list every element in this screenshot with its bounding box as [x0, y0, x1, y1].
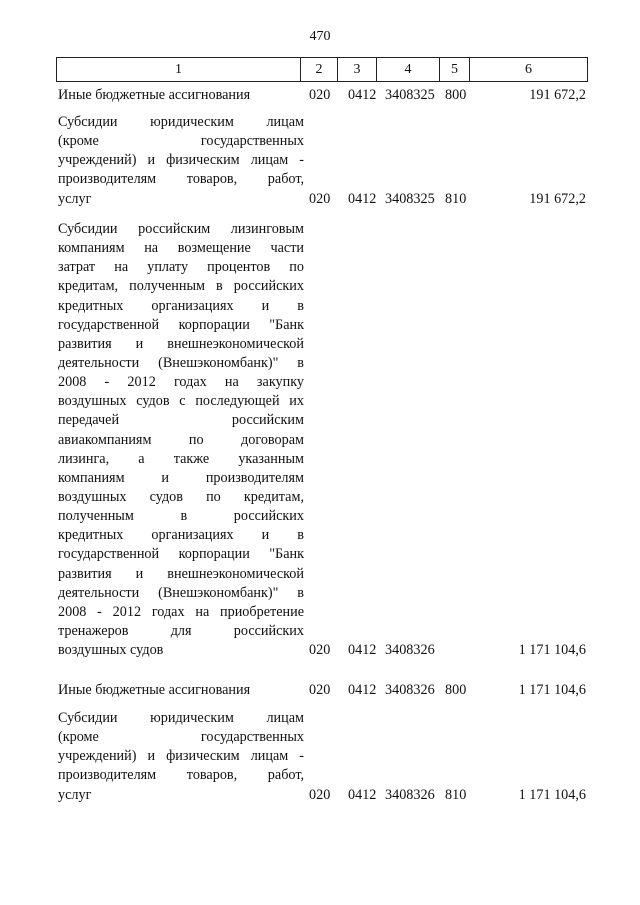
column-header-row [57, 58, 588, 82]
row-description [58, 86, 304, 105]
target-article-code: 3408326 [385, 786, 435, 803]
expense-type-code: 810 [445, 190, 467, 207]
section-code: 0412 [348, 87, 377, 103]
section-code: 0412 [348, 682, 377, 698]
description-line: воздушных судов [58, 642, 164, 659]
column-header-1: 1 [57, 58, 301, 82]
description-line: услуг [58, 190, 92, 207]
expense-type-code: 800 [445, 682, 467, 698]
expense-type-code: 800 [445, 87, 467, 103]
description-line: тренажеров для российских [58, 622, 304, 639]
amount: 1 171 104,6 [518, 642, 586, 659]
section-code: 0412 [348, 190, 377, 207]
description-line: производителям товаров, работ, [58, 767, 304, 784]
amount: 191 672,2 [529, 87, 586, 103]
description-line: воздушных судов по кредитам, [58, 488, 304, 505]
target-article-code: 3408325 [385, 190, 435, 207]
amount: 1 171 104,6 [518, 682, 586, 698]
column-header-4: 4 [377, 58, 440, 82]
row-description [58, 681, 304, 700]
ministry-code: 020 [309, 682, 331, 698]
description-line: Субсидии юридическим лицам [58, 710, 304, 726]
description-line: Иные бюджетные ассигнования [58, 682, 251, 698]
amount: 191 672,2 [529, 190, 586, 207]
page-number: 470 [309, 29, 331, 44]
description-line: (кроме государственных [58, 729, 304, 746]
description-line: услуг [58, 786, 92, 803]
description-line: кредитных организациях и в [58, 527, 304, 544]
column-header-2: 2 [301, 58, 338, 82]
row-description [58, 709, 304, 805]
description-line: компаниям и производителям [58, 469, 304, 486]
target-article-code: 3408325 [385, 87, 435, 103]
description-line: Субсидии российским лизинговым [58, 221, 304, 237]
description-line: воздушных судов с последующей их [58, 393, 304, 410]
description-line: развития и внешнеэкономической [58, 565, 304, 582]
column-header-3: 3 [338, 58, 377, 82]
ministry-code: 020 [309, 190, 331, 207]
description-line: 2008 - 2012 годах на закупку [58, 374, 304, 391]
row-description [58, 113, 304, 209]
description-line: развития и внешнеэкономической [58, 335, 304, 352]
description-line: 2008 - 2012 годах на приобретение [58, 603, 304, 620]
description-line: затрат на уплату процентов по [58, 259, 304, 276]
description-line: производителям товаров, работ, [58, 171, 304, 188]
description-line: лизинга, а также указанным [58, 450, 304, 467]
column-header-5: 5 [440, 58, 470, 82]
description-line: (кроме государственных [58, 133, 304, 150]
ministry-code: 020 [309, 786, 331, 803]
description-line: кредитных организациях и в [58, 297, 304, 314]
row-description [58, 220, 304, 660]
description-line: компаниям на возмещение части [58, 240, 304, 257]
description-line: учреждений) и физическим лицам - [58, 152, 304, 169]
section-code: 0412 [348, 642, 377, 659]
description-line: полученным в российских [58, 508, 304, 525]
description-line: авиакомпаниям по договорам [58, 431, 304, 448]
column-header-table [56, 57, 588, 82]
amount: 1 171 104,6 [518, 786, 586, 803]
description-line: государственной корпорации "Банк [58, 316, 304, 333]
ministry-code: 020 [309, 642, 331, 659]
description-line: кредитам, полученным в российских [58, 278, 304, 295]
target-article-code: 3408326 [385, 642, 435, 659]
description-line: учреждений) и физическим лицам - [58, 748, 304, 765]
description-line: Субсидии юридическим лицам [58, 114, 304, 130]
description-line: деятельности (Внешэкономбанк)" в [58, 354, 304, 371]
ministry-code: 020 [309, 87, 331, 103]
description-line: государственной корпорации "Банк [58, 546, 304, 563]
description-line: передачей российским [58, 412, 304, 429]
description-line: деятельности (Внешэкономбанк)" в [58, 584, 304, 601]
section-code: 0412 [348, 786, 377, 803]
description-line: Иные бюджетные ассигнования [58, 87, 251, 103]
target-article-code: 3408326 [385, 682, 435, 698]
expense-type-code: 810 [445, 786, 467, 803]
column-header-6: 6 [470, 58, 588, 82]
